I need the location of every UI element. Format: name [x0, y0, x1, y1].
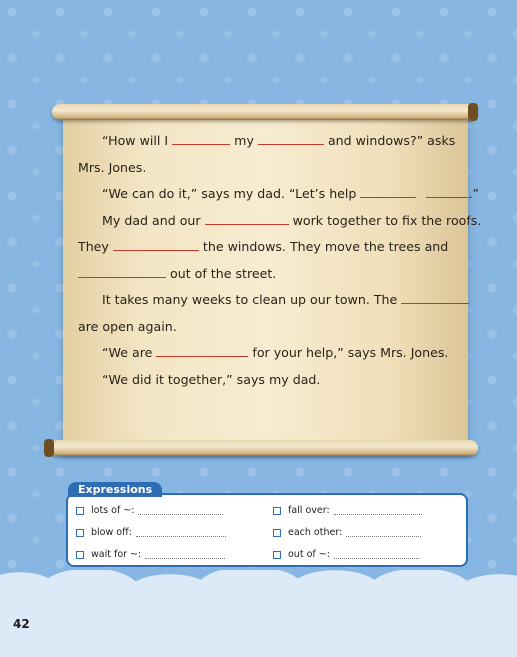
story-text-segment: “We are: [102, 345, 153, 360]
scroll-top-roll: [52, 104, 477, 120]
fill-in-blank[interactable]: [258, 134, 324, 145]
answer-line[interactable]: [145, 550, 225, 559]
expression-item: [76, 549, 225, 560]
story-text-segment: are open again.: [78, 318, 177, 334]
expressions-title: Expressions: [68, 482, 162, 497]
answer-line[interactable]: [346, 528, 421, 537]
checkbox-icon[interactable]: [76, 507, 84, 515]
fill-in-blank[interactable]: [426, 187, 468, 198]
story-text: [78, 128, 482, 393]
checkbox-icon[interactable]: [273, 529, 281, 537]
expression-label: each other:: [288, 527, 343, 538]
checkbox-icon[interactable]: [273, 507, 281, 515]
expression-item: [273, 505, 422, 516]
story-line: [78, 340, 463, 367]
scroll-bottom-roll: [50, 440, 478, 456]
expression-label: blow off:: [91, 527, 132, 538]
answer-line[interactable]: [138, 506, 223, 515]
story-text-segment: work together to fix the roofs.: [292, 212, 482, 228]
story-text-segment: It takes many weeks to clean up our town. The: [102, 292, 398, 307]
story-text-segment: They: [78, 239, 109, 254]
answer-line[interactable]: [334, 506, 422, 515]
expression-item: [76, 527, 226, 538]
expressions-box: [66, 493, 468, 567]
story-line: [78, 287, 463, 314]
expression-item: [76, 505, 223, 516]
scroll-roll-end-icon: [44, 439, 54, 457]
fill-in-blank[interactable]: [78, 267, 166, 278]
story-text-segment: “We did it together,” says my dad.: [102, 371, 321, 387]
fill-in-blank[interactable]: [205, 214, 289, 225]
checkbox-icon[interactable]: [76, 551, 84, 559]
story-text-segment: Mrs. Jones.: [78, 159, 147, 175]
fill-in-blank[interactable]: [360, 187, 416, 198]
answer-line[interactable]: [334, 550, 419, 559]
checkbox-icon[interactable]: [76, 529, 84, 537]
story-text-segment: my: [234, 133, 254, 148]
story-text-segment: “How will I: [102, 133, 169, 148]
expression-item: [273, 549, 419, 560]
scroll-roll-end-icon: [468, 103, 478, 121]
story-line: [78, 155, 463, 182]
expression-label: wait for ~:: [91, 549, 142, 560]
story-line: [78, 367, 463, 394]
story-text-segment: and windows?” asks: [327, 133, 456, 148]
story-text-segment: out of the street.: [170, 265, 277, 281]
story-text-segment: the windows. They move the trees and: [202, 239, 449, 254]
fill-in-blank[interactable]: [156, 346, 248, 357]
story-line: [78, 261, 463, 288]
expression-label: lots of ~:: [91, 505, 135, 516]
story-line: [78, 128, 463, 155]
story-line: [78, 208, 482, 235]
story-text-segment: .”: [468, 186, 479, 201]
story-text-segment: “We can do it,” says my dad. “Let’s help: [102, 186, 357, 201]
story-line: [78, 314, 463, 341]
expression-label: out of ~:: [288, 549, 330, 560]
expression-label: fall over:: [288, 505, 330, 516]
story-line: [78, 234, 463, 261]
page-number: 42: [13, 617, 30, 631]
fill-in-blank[interactable]: [172, 134, 230, 145]
story-text-segment: for your help,” says Mrs. Jones.: [252, 345, 449, 360]
answer-line[interactable]: [136, 528, 226, 537]
expression-item: [273, 527, 421, 538]
checkbox-icon[interactable]: [273, 551, 281, 559]
fill-in-blank[interactable]: [113, 240, 199, 251]
story-text-segment: My dad and our: [102, 212, 201, 228]
cloud-band: [0, 588, 517, 657]
fill-in-blank[interactable]: [401, 293, 469, 304]
story-line: [78, 181, 479, 208]
